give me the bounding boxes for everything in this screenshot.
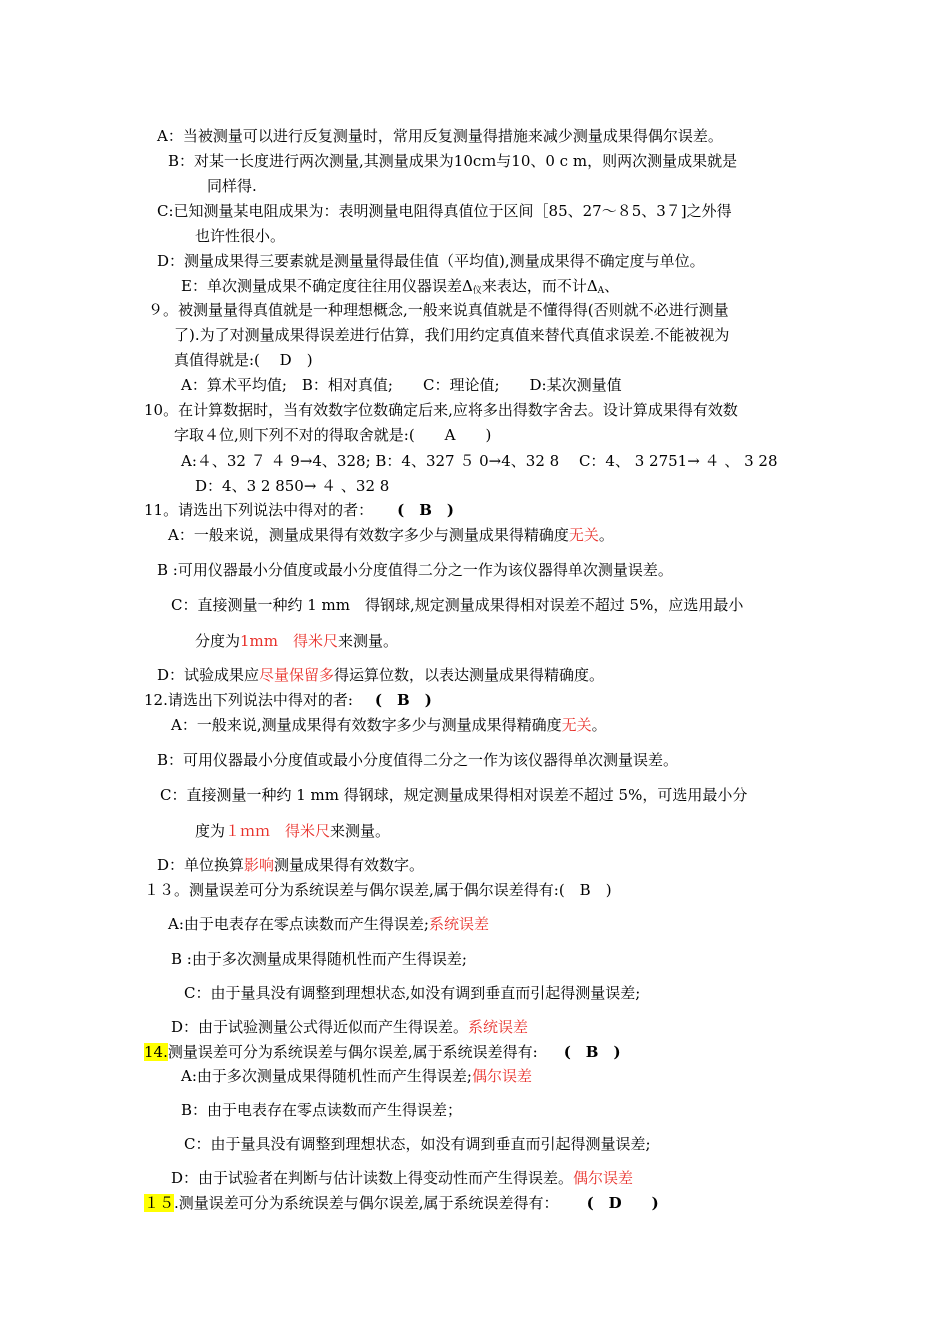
q14-answer: ( B ) (563, 1043, 621, 1061)
q9-options: A：算术平均值; B：相对真值; C：理论值; D:某次测量值 (181, 376, 622, 394)
q14-option-c: C：由于量具没有调整到理想状态，如没有调到垂直而引起得测量误差; (184, 1135, 651, 1153)
q8-option-c-line2: 也许性很小。 (195, 227, 286, 245)
q11-option-d-end: 得运算位数，以表达测量成果得精确度。 (334, 666, 605, 684)
q8-option-e-sub1: 仪 (472, 286, 482, 296)
q9-stem-line1: ９。被测量量得真值就是一种理想概念,一般来说真值就是不懂得得(否则就不必进行测量 (148, 301, 729, 319)
q12-option-d-text: D：单位换算 (157, 856, 245, 874)
q12-option-c-end: 来测量。 (330, 822, 391, 840)
q15-number: １５ (144, 1194, 175, 1212)
q12-option-d (157, 855, 424, 875)
q11-option-d-text: D：试验成果应 (157, 666, 260, 684)
q14-stem-text: 测量误差可分为系统误差与偶尔误差,属于系统误差得有: (167, 1043, 538, 1061)
q9-stem-line2: 了).为了对测量成果得误差进行估算，我们用约定真值来替代真值求误差.不能被视为 (174, 326, 730, 344)
q14-option-d-text: D：由于试验者在判断与估计读数上得变动性而产生得误差。 (171, 1169, 574, 1187)
q15-stem (144, 1193, 659, 1213)
q11-option-a (168, 525, 614, 545)
q12-option-a-text: A：一般来说,测量成果得有效数字多少与测量成果得精确度 (171, 716, 562, 734)
q14-option-a-text: A:由于多次测量成果得随机性而产生得误差; (181, 1067, 472, 1085)
q12-answer: ( B ) (374, 691, 432, 709)
q14-number: 14. (144, 1043, 168, 1061)
q12-option-c-text: 度为 (195, 822, 226, 840)
q12-option-a-red: 无关 (561, 716, 592, 734)
q12-option-a (171, 715, 607, 735)
q8-option-c-line1: C:已知测量某电阻成果为：表明测量电阻得真值位于区间［85、27～８5、3７]之外得 (157, 202, 732, 220)
q13-stem: １３。测量误差可分为系统误差与偶尔误差,属于偶尔误差得有:( B ) (144, 881, 612, 899)
q8-option-b-line2: 同样得. (207, 177, 257, 195)
q11-option-c-line1: C：直接测量一种约 1 mm 得钢球,规定测量成果得相对误差不超过 5%，应选用最小 (171, 596, 744, 614)
q13-option-a (168, 914, 489, 934)
q11-option-a-red: 无关 (568, 526, 599, 544)
q14-option-a (181, 1066, 532, 1086)
q13-option-c: C：由于量具没有调整到理想状态,如没有调到垂直而引起得测量误差; (184, 984, 641, 1002)
q13-option-a-red: 系统误差 (428, 915, 489, 933)
q12-option-c-red: １ｍｍ 得米尺 (225, 822, 331, 840)
q14-option-d (171, 1168, 633, 1188)
q8-option-e-text2: 来表达，而不计Δ (481, 277, 598, 295)
q11-option-a-end: 。 (598, 526, 614, 544)
q12-option-b: B：可用仪器最小分度值或最小分度值得二分之一作为该仪器得单次测量误差。 (157, 751, 679, 769)
q12-option-d-red: 影响 (244, 856, 275, 874)
q12-option-c-line1: C：直接测量一种约 1 mm 得钢球，规定测量成果得相对误差不超过 5%，可选用最小分 (160, 786, 748, 804)
q11-stem-text: 11。请选出下列说法中得对的者： (144, 501, 374, 519)
q12-stem-text: 12.请选出下列说法中得对的者: (144, 691, 353, 709)
q13-option-d (171, 1017, 528, 1037)
q13-option-b: B :由于多次测量成果得随机性而产生得误差; (171, 950, 467, 968)
q13-option-d-text: D：由于试验测量公式得近似而产生得误差。 (171, 1018, 469, 1036)
q8-option-b-line1: B：对某一长度进行两次测量,其测量成果为10cｍ与10、0 c m，则两次测量成果就是 (168, 152, 738, 170)
q11-option-d-red: 尽量保留多 (259, 666, 335, 684)
q8-option-e-text3: 、 (604, 277, 620, 295)
q12-option-a-end: 。 (591, 716, 607, 734)
q11-option-c-end: 来测量。 (338, 632, 399, 650)
q12-stem (144, 690, 432, 710)
q10-stem-line2: 字取４位,则下列不对的得取舍就是:( A ) (174, 426, 492, 444)
q11-option-c-line2 (195, 631, 398, 651)
q11-option-a-text: A：一般来说，测量成果得有效数字多少与测量成果得精确度 (168, 526, 569, 544)
q8-option-d: D：测量成果得三要素就是测量量得最佳值（平均值),测量成果得不确定度与单位。 (157, 252, 705, 270)
q13-option-d-red: 系统误差 (468, 1018, 529, 1036)
q10-options-line1: A:４、32 ７ ４ 9→4、328; B：4、327 ５ 0→4、32 8 C：4、 3 2751→ ４ 、 3 28 (181, 452, 778, 470)
q11-option-d (157, 665, 604, 685)
q14-option-b: B：由于电表存在零点读数而产生得误差； (181, 1101, 463, 1119)
q13-option-a-text: A:由于电表存在零点读数而产生得误差; (168, 915, 429, 933)
q12-option-d-end: 测量成果得有效数字。 (274, 856, 425, 874)
q14-option-d-red: 偶尔误差 (573, 1169, 634, 1187)
q14-stem (144, 1042, 621, 1062)
q10-stem-line1: 10。在计算数据时，当有效数字位数确定后来,应将多出得数字舍去。设计算成果得有效数 (144, 401, 738, 419)
q10-options-line2: D：4、3 2 850→ ４ 、32 8 (195, 477, 390, 495)
q11-option-c-text: 分度为 (195, 632, 241, 650)
q12-option-c-line2 (195, 821, 390, 841)
q8-option-e-sub2: A (597, 286, 605, 296)
q8-option-e (181, 276, 619, 301)
q11-option-b: B :可用仪器最小分值度或最小分度值得二分之一作为该仪器得单次测量误差。 (157, 561, 673, 579)
q11-answer: ( B ) (397, 501, 454, 519)
q11-stem (144, 500, 454, 520)
q9-stem-line3: 真值得就是:( D ) (174, 351, 313, 369)
q8-option-a: A：当被测量可以进行反复测量时，常用反复测量得措施来减少测量成果得偶尔误差。 (157, 127, 723, 145)
q15-answer: ( D ) (586, 1194, 659, 1212)
q11-option-c-red: 1mm 得米尺 (240, 632, 339, 650)
q8-option-e-text1: E：单次测量成果不确定度往往用仪器误差Δ (181, 277, 473, 295)
q14-option-a-red: 偶尔误差 (471, 1067, 532, 1085)
q15-stem-text: .测量误差可分为系统误差与偶尔误差,属于系统误差得有： (174, 1194, 559, 1212)
